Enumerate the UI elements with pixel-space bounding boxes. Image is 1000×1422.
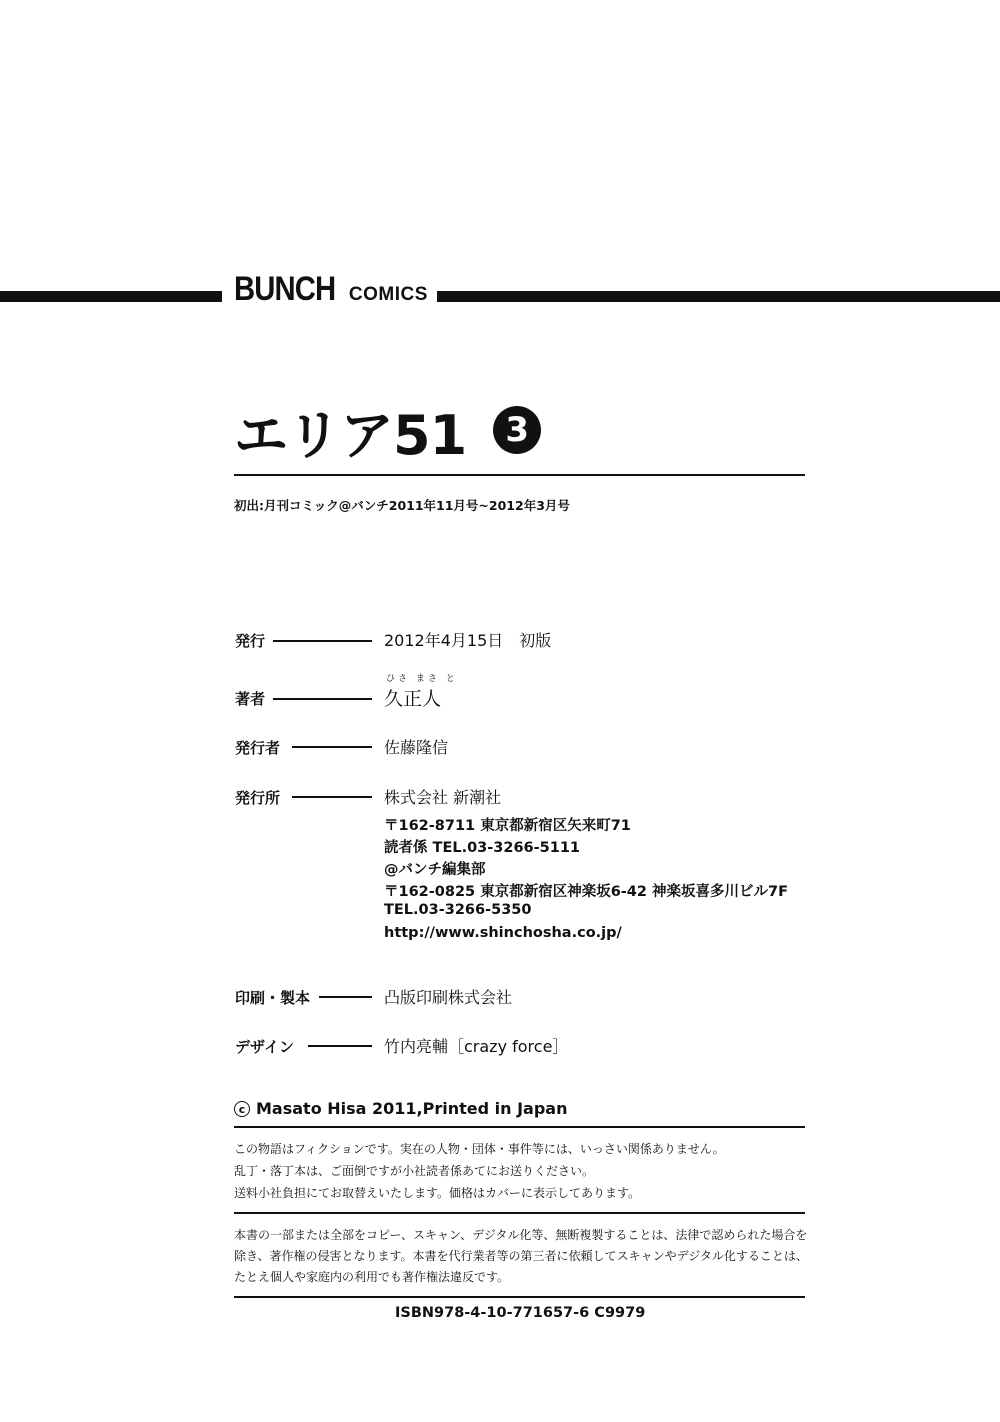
issue-leader-rule xyxy=(273,640,372,642)
title-rule xyxy=(234,474,805,476)
publisher-person-value: 佐藤隆信 xyxy=(384,738,449,757)
copy-notice-line-2: 除き、著作権の侵害となります。本書を代行業者等の第三者に依頼してスキャンやデジタル化することは、 xyxy=(234,1249,808,1263)
design-leader-rule xyxy=(308,1045,372,1047)
header-band-left xyxy=(0,291,222,302)
publisher-label: 発行所 xyxy=(235,789,281,807)
publisher-url-line: http://www.shinchosha.co.jp/ xyxy=(384,925,622,941)
book-title xyxy=(234,393,541,467)
printing-leader-rule xyxy=(319,996,372,998)
author-value: 久正人 xyxy=(384,688,442,710)
printing-value: 凸版印刷株式会社 xyxy=(384,988,513,1007)
fiction-notice: この物語はフィクションです。実在の人物・団体・事件等には、いっさい関係ありません。 xyxy=(234,1142,725,1156)
volume-badge: 3 xyxy=(493,406,541,454)
issue-label: 発行 xyxy=(235,632,266,650)
defect-notice: 乱丁・落丁本は、ご面倒ですが小社読者係あてにお送りください。 xyxy=(234,1164,595,1178)
editorial-tel-line: TEL.03-3266-5350 xyxy=(384,902,532,918)
brand-logo xyxy=(234,270,428,310)
book-title-text: エリア51 xyxy=(234,404,467,467)
notice-rule-middle xyxy=(234,1212,805,1214)
publisher-person-leader-rule xyxy=(292,746,372,748)
publisher-leader-rule xyxy=(292,796,372,798)
shipping-notice: 送料小社負担にてお取替えいたします。価格はカバーに表示してあります。 xyxy=(234,1186,641,1200)
issue-value: 2012年4月15日 初版 xyxy=(384,631,552,650)
editorial-address-line: 〒162-0825 東京都新宿区神楽坂6-42 神楽坂喜多川ビル7F xyxy=(384,884,789,900)
notice-rule-bottom xyxy=(234,1296,805,1298)
notice-rule-top xyxy=(234,1126,805,1128)
design-value: 竹内亮輔［crazy force］ xyxy=(384,1037,569,1056)
header-band-right xyxy=(437,291,1000,302)
publisher-tel-line: 読者係 TEL.03-3266-5111 xyxy=(384,840,581,856)
publisher-person-label: 発行者 xyxy=(235,739,281,757)
publisher-value: 株式会社 新潮社 xyxy=(384,788,502,807)
copyright-text: Masato Hisa 2011,Printed in Japan xyxy=(256,1099,568,1118)
first-publication-note: 初出:月刊コミック@バンチ2011年11月号~2012年3月号 xyxy=(234,498,570,513)
author-leader-rule xyxy=(273,698,372,700)
publisher-address-line: 〒162-8711 東京都新宿区矢来町71 xyxy=(384,818,631,834)
brand-sub: COMICS xyxy=(348,284,428,305)
isbn-code: ISBN978-4-10-771657-6 C9979 xyxy=(395,1305,646,1321)
brand-main: BUNCH xyxy=(234,270,336,308)
printing-label: 印刷・製本 xyxy=(235,989,311,1007)
design-label: デザイン xyxy=(235,1038,294,1056)
copyright-line xyxy=(234,1099,567,1118)
copyright-mark: c xyxy=(234,1101,250,1117)
copy-notice-line-3: たとえ個人や家庭内の利用でも著作権法違反です。 xyxy=(234,1270,510,1284)
author-ruby: ひさ まさ と xyxy=(386,674,458,684)
author-label: 著者 xyxy=(235,690,266,708)
editorial-dept-line: @バンチ編集部 xyxy=(384,862,486,878)
copy-notice-line-1: 本書の一部または全部をコピー、スキャン、デジタル化等、無断複製することは、法律で認められた場合を xyxy=(234,1228,808,1242)
